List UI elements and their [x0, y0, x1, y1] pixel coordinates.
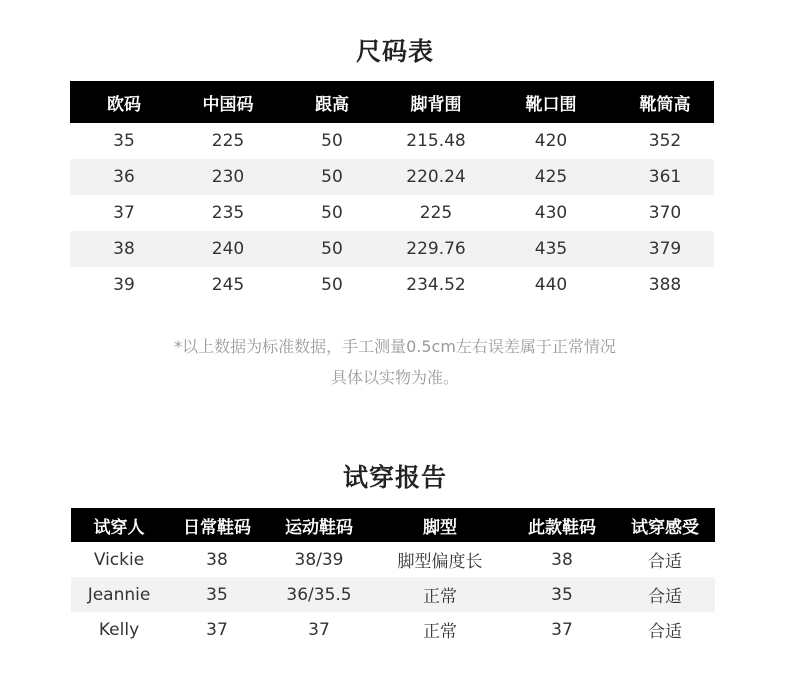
header-shaft-height: 靴筒高 [639, 94, 691, 115]
fit-report-header-row [71, 508, 715, 542]
table-row [70, 159, 714, 195]
table-cell: Kelly [98, 619, 140, 640]
table-cell: 正常 [423, 622, 457, 642]
table-cell: 38 [113, 239, 135, 259]
table-cell: 38 [551, 549, 573, 570]
header-this-style-size: 此款鞋码 [528, 517, 596, 538]
table-cell: 合适 [648, 622, 682, 642]
table-cell: 50 [321, 275, 343, 295]
table-cell: 220.24 [406, 167, 466, 187]
table-cell: 425 [534, 167, 568, 187]
table-cell: 50 [321, 239, 343, 259]
table-cell: 361 [648, 167, 682, 187]
table-row [70, 195, 714, 231]
table-cell: 50 [321, 131, 343, 151]
table-cell: 37 [206, 619, 228, 640]
table-row [71, 577, 715, 612]
table-cell: 37 [308, 619, 330, 640]
table-cell: 合适 [648, 587, 682, 607]
header-fit-feeling: 试穿感受 [631, 517, 699, 538]
header-sneaker-size: 运动鞋码 [285, 517, 353, 538]
table-cell: 37 [113, 203, 135, 223]
table-row [71, 612, 715, 647]
fit-report-title: 试穿报告 [342, 463, 447, 492]
measurement-note-line-1: *以上数据为标准数据，手工测量0.5cm左右误差属于正常情况 [174, 337, 616, 356]
table-cell: 229.76 [406, 239, 466, 259]
header-instep-girth: 脚背围 [410, 94, 462, 115]
table-cell: 435 [534, 239, 568, 259]
table-cell: 225 [419, 203, 453, 223]
header-boot-opening: 靴口围 [525, 94, 577, 115]
table-cell: 50 [321, 203, 343, 223]
table-cell: Jeannie [87, 584, 151, 605]
header-eu-size: 欧码 [107, 94, 141, 115]
table-cell: 440 [534, 275, 568, 295]
table-row [70, 267, 714, 303]
measurement-note-line-2: 具体以实物为准。 [330, 368, 459, 387]
table-cell: 420 [534, 131, 568, 151]
table-cell: 合适 [648, 552, 682, 572]
table-cell: 230 [211, 167, 245, 187]
table-cell: 39 [113, 275, 135, 295]
table-cell: 235 [211, 203, 245, 223]
table-row [71, 542, 715, 577]
table-cell: 225 [211, 131, 245, 151]
table-cell: 37 [551, 619, 573, 640]
table-cell: 234.52 [406, 275, 466, 295]
table-cell: 35 [206, 584, 228, 605]
table-cell: 38/39 [294, 549, 344, 570]
table-cell: 388 [648, 275, 682, 295]
table-cell: 430 [534, 203, 568, 223]
header-cn-size: 中国码 [202, 94, 254, 115]
header-tester: 试穿人 [93, 517, 145, 538]
fit-report-table [71, 508, 715, 647]
table-cell: 脚型偏度长 [397, 552, 483, 572]
table-cell: 35 [113, 131, 135, 151]
table-cell: 370 [648, 203, 682, 223]
table-cell: 35 [551, 584, 573, 605]
size-chart-header-row [70, 81, 714, 123]
size-chart-table [70, 81, 714, 303]
table-cell: 38 [206, 549, 228, 570]
table-cell: 正常 [423, 587, 457, 607]
header-foot-shape: 脚型 [423, 517, 457, 538]
size-chart-title: 尺码表 [355, 37, 434, 66]
table-cell: 215.48 [406, 131, 466, 151]
table-row [70, 123, 714, 159]
table-cell: 50 [321, 167, 343, 187]
table-cell: 240 [211, 239, 245, 259]
table-cell: 379 [648, 239, 682, 259]
header-heel-height: 跟高 [315, 94, 349, 115]
table-cell: 36 [113, 167, 135, 187]
table-cell: 352 [648, 131, 682, 151]
table-cell: 245 [211, 275, 245, 295]
header-daily-size: 日常鞋码 [183, 517, 251, 538]
table-cell: 36/35.5 [286, 584, 352, 605]
table-row [70, 231, 714, 267]
table-cell: Vickie [93, 549, 145, 570]
